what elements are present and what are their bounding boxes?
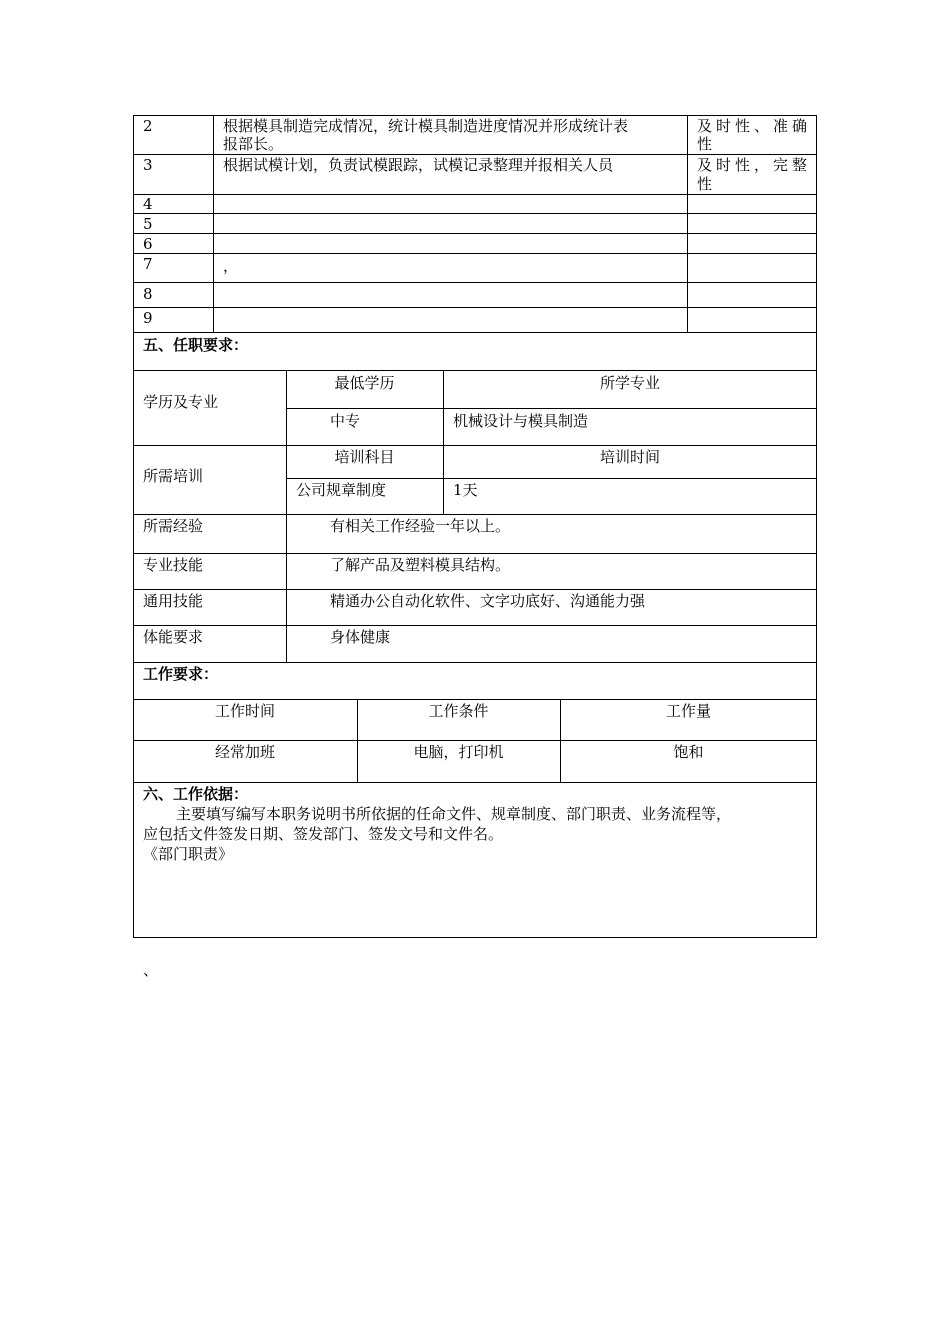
section5-title: 五、任职要求：: [143, 336, 249, 354]
duty-standard: 性: [697, 175, 713, 193]
work-time-value: 经常加班: [214, 743, 275, 761]
training-label: 所需培训: [143, 467, 204, 485]
work-req-line: [133, 740, 817, 741]
experience-label: 所需经验: [143, 517, 204, 535]
footer-mark: 、: [143, 961, 159, 979]
duty-row-line: [133, 253, 817, 254]
duty-content: 根据模具制造完成情况，统计模具制造进度情况并形成统计表: [223, 117, 629, 135]
workload-value: 饱和: [673, 743, 704, 761]
training-time-value: 1天: [453, 481, 478, 499]
work-condition-value: 电脑，打印机: [413, 743, 504, 761]
duty-row-line: [133, 213, 817, 214]
work-time-header: 工作时间: [214, 702, 275, 720]
skills-value: 了解产品及塑料模具结构。: [330, 556, 511, 574]
workload-header: 工作量: [665, 702, 711, 720]
duty-content: 报部长。: [223, 135, 284, 153]
req-line: [133, 514, 817, 515]
education-label: 学历及专业: [143, 393, 219, 411]
work-req-title: 工作要求：: [143, 665, 219, 683]
major-header: 所学专业: [599, 374, 660, 392]
general-skills-label: 通用技能: [143, 592, 204, 610]
duty-row-number: 8: [143, 285, 153, 303]
duty-row-number: 3: [143, 156, 153, 174]
duty-row-number: 4: [143, 195, 153, 213]
experience-value: 有相关工作经验一年以上。: [330, 517, 511, 535]
duty-content: ，: [223, 257, 239, 275]
work-req-title-row: [133, 662, 817, 700]
duty-row-number: 5: [143, 215, 153, 233]
duty-row-line: [133, 154, 817, 155]
section6-title: 六、工作依据：: [143, 785, 249, 803]
physical-label: 体能要求: [143, 628, 204, 646]
major-value: 机械设计与模具制造: [453, 412, 589, 430]
degree-value: 中专: [330, 412, 361, 430]
req-line: [133, 589, 817, 590]
duty-standard: 性: [697, 135, 713, 153]
duty-row-line: [133, 194, 817, 195]
req-col-divider: [286, 370, 287, 663]
duty-row-number: 2: [143, 117, 153, 135]
training-time-header: 培训时间: [599, 448, 660, 466]
duty-row-line: [133, 307, 817, 308]
duty-row-line: [133, 233, 817, 234]
req-line: [133, 553, 817, 554]
training-subject-header: 培训科目: [334, 448, 395, 466]
section6-text-line3: 《部门职责》: [143, 845, 234, 863]
req-line: [286, 408, 817, 409]
req-line: [133, 445, 817, 446]
training-subject-value: 公司规章制度: [296, 481, 387, 499]
duty-standard: 及时性，完整: [697, 156, 812, 174]
section6-text-line1: 主要填写编写本职务说明书所依据的任命文件、规章制度、部门职责、业务流程等，: [176, 805, 732, 823]
work-condition-header: 工作条件: [428, 702, 489, 720]
duty-content: 根据试模计划，负责试模跟踪，试模记录整理并报相关人员: [223, 156, 614, 174]
skills-label: 专业技能: [143, 556, 204, 574]
duty-row-number: 6: [143, 235, 153, 253]
duty-row-number: 7: [143, 255, 153, 273]
duty-col-divider-1: [213, 115, 214, 333]
duty-col-divider-2: [687, 115, 688, 333]
req-line: [133, 625, 817, 626]
duty-row-line: [133, 282, 817, 283]
section6-text-line2: 应包括文件签发日期、签发部门、签发文号和文件名。: [143, 825, 504, 843]
general-skills-value: 精通办公自动化软件、文字功底好、沟通能力强: [330, 592, 646, 610]
physical-value: 身体健康: [330, 628, 391, 646]
duty-standard: 及时性、准确: [697, 117, 812, 135]
degree-header: 最低学历: [334, 374, 395, 392]
req-line: [286, 478, 817, 479]
duty-row-number: 9: [143, 309, 153, 327]
